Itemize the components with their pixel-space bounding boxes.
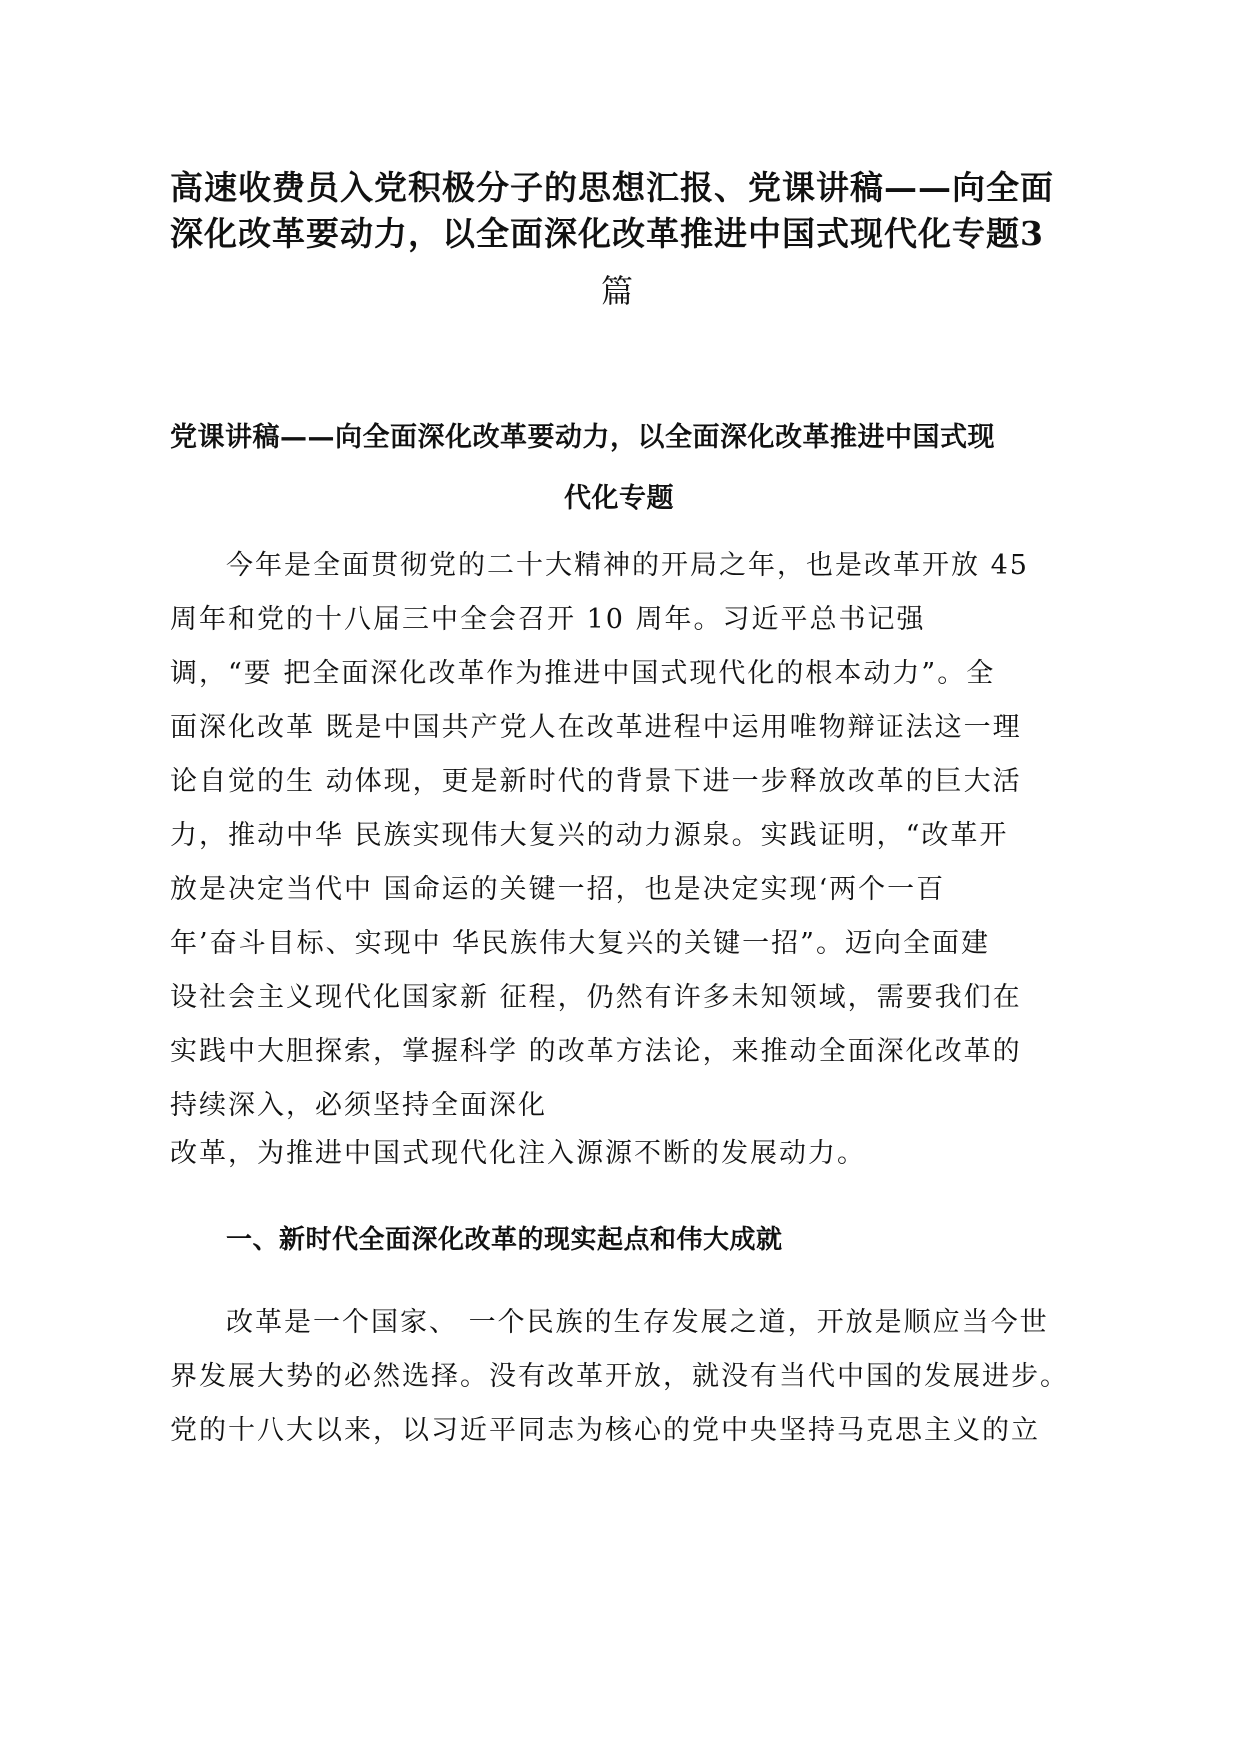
section-title-line-2: 代化专题 (564, 483, 674, 514)
paragraph1-line: 面深化改革 既是中国共产党人在改革进程中运用唯物辩证法这一理 (170, 712, 1022, 743)
paragraph1-line: 力，推动中华 民族实现伟大复兴的动力源泉。实践证明，“改革开 (170, 820, 1009, 851)
paragraph2-line: 党的十八大以来，以习近平同志为核心的党中央坚持马克思主义的立 (170, 1415, 1040, 1446)
paragraph1-line: 改革，为推进中国式现代化注入源源不断的发展动力。 (170, 1138, 866, 1169)
paragraph1-line: 设社会主义现代化国家新 征程，仍然有许多未知领域，需要我们在 (170, 982, 1022, 1013)
paragraph1-line: 今年是全面贯彻党的二十大精神的开局之年，也是改革开放 45 (226, 550, 1029, 581)
paragraph1-line: 周年和党的十八届三中全会召开 10 周年。习近平总书记强 (170, 604, 926, 635)
paragraph1-line: 持续深入，必须坚持全面深化 (170, 1090, 547, 1121)
paragraph1-line: 论自觉的生 动体现，更是新时代的背景下进一步释放改革的巨大活 (170, 766, 1022, 797)
paragraph2-line: 改革是一个国家、 一个民族的生存发展之道，开放是顺应当今世 (226, 1307, 1049, 1338)
paragraph1-line: 年’奋斗目标、实现中 华民族伟大复兴的关键一招”。迈向全面建 (170, 928, 990, 959)
section-title-line-1: 党课讲稿——向全面深化改革要动力，以全面深化改革推进中国式现 (170, 422, 995, 453)
paragraph1-line: 实践中大胆探索，掌握科学 的改革方法论，来推动全面深化改革的 (170, 1036, 1022, 1067)
paragraph1-line: 调，“要 把全面深化改革作为推进中国式现代化的根本动力”。全 (170, 658, 996, 689)
paragraph2-line: 界发展大势的必然选择。没有改革开放，就没有当代中国的发展进步。 (170, 1361, 1069, 1392)
paragraph1-line: 放是决定当代中 国命运的关键一招，也是决定实现‘两个一百 (170, 874, 946, 905)
document-title-line-2: 深化改革要动力，以全面深化改革推进中国式现代化专题3 (170, 214, 1044, 253)
section-heading-1: 一、新时代全面深化改革的现实起点和伟大成就 (226, 1225, 783, 1255)
document-title-line-1: 高速收费员入党积极分子的思想汇报、党课讲稿——向全面 (170, 168, 1054, 207)
document-title-line-3: 篇 (601, 272, 634, 310)
